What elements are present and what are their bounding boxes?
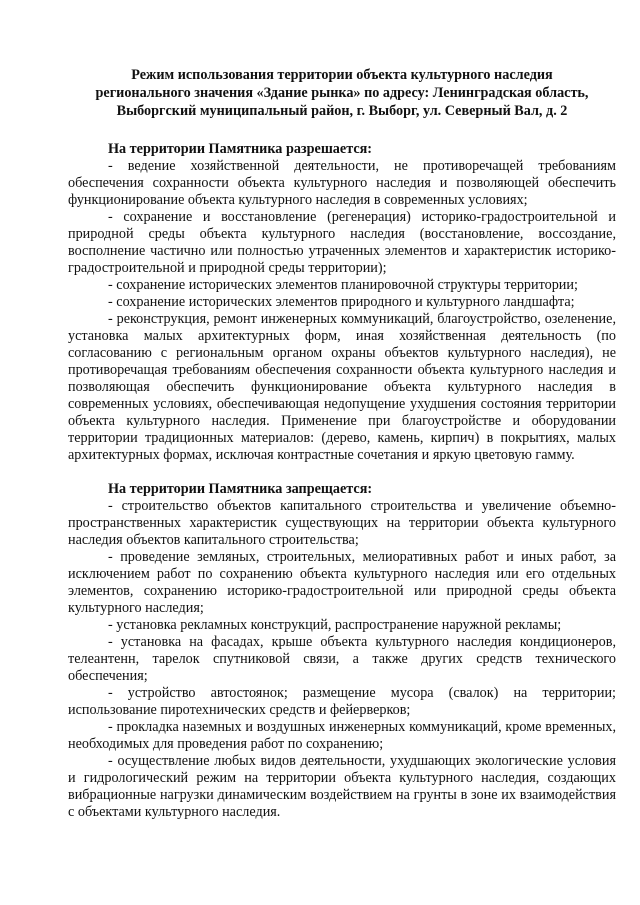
- document-title: [68, 66, 616, 120]
- prohibited-item: - прокладка наземных и воздушных инженерных коммуникаций, кроме временных, необходимых для проведения работ по сохранению;: [68, 719, 616, 752]
- allowed-item: - ведение хозяйственной деятельности, не противоречащей требованиям обеспечения сохранности объекта культурного наследия и позволяющей обеспечить функционирование объекта культурного наследия в современных условиях;: [68, 158, 616, 208]
- allowed-item: - сохранение и восстановление (регенерация) историко-градостроительной и природной среды объекта культурного наследия (восстановление, воссоздание, восполнение частично или полностью утраченных элементов и характеристик историко-градостроительной и природной среды территории);: [68, 209, 616, 276]
- prohibited-item: - проведение земляных, строительных, мелиоративных работ и иных работ, за исключением работ по сохранению объекта культурного наследия или его отдельных элементов, сохранению историко-градостроительной или природной среды объекта культурного наследия;: [68, 549, 616, 616]
- prohibited-item: - устройство автостоянок; размещение мусора (свалок) на территории; использование пиротехнических средств и фейерверков;: [68, 685, 616, 718]
- prohibited-heading: На территории Памятника запрещается:: [108, 481, 373, 497]
- allowed-item: - реконструкция, ремонт инженерных коммуникаций, благоустройство, озеленение, установка малых архитектурных форм, иная хозяйственная деятельность (по согласованию с региональным органом охраны объектов культурного наследия), не противоречащая требованиям обеспечения сохранности объекта культурного наследия и позволяющая обеспечить функционирование объекта культурного наследия в современных условиях, обеспечивающая недопущение ухудшения состояния территории объекта культурного наследия. Применение при благоустройстве и оборудовании территории традиционных материалов: (дерево, камень, кирпич) в покрытиях, малых архитектурных формах, исключая контрастные сочетания и яркую цветовую гамму.: [68, 311, 616, 463]
- prohibited-item: - установка на фасадах, крыше объекта культурного наследия кондиционеров, телеантенн, тарелок спутниковой связи, а также других средств технического обеспечения;: [68, 634, 616, 684]
- title-line-3: Выборгский муниципальный район, г. Выборг, ул. Северный Вал, д. 2: [116, 103, 568, 119]
- prohibited-item: - строительство объектов капитального строительства и увеличение объемно-пространственных характеристик существующих на территории объекта культурного наследия объектов капитального строительства;: [68, 498, 616, 548]
- allowed-heading: На территории Памятника разрешается:: [108, 141, 373, 157]
- allowed-section: [68, 140, 616, 464]
- title-line-1: Режим использования территории объекта культурного наследия: [131, 67, 553, 83]
- title-line-2: регионального значения «Здание рынка» по адресу: Ленинградская область,: [95, 85, 589, 101]
- prohibited-item: - установка рекламных конструкций, распространение наружной рекламы;: [108, 617, 562, 633]
- allowed-item: - сохранение исторических элементов природного и культурного ландшафта;: [108, 294, 575, 310]
- prohibited-item: - осуществление любых видов деятельности, ухудшающих экологические условия и гидрологический режим на территории объекта культурного наследия, создающих вибрационные нагрузки динамическим воздействием на грунты в зоне их взаимодействия с объектами культурного наследия.: [68, 753, 616, 820]
- allowed-item: - сохранение исторических элементов планировочной структуры территории;: [108, 277, 578, 293]
- document-page: [68, 66, 616, 821]
- prohibited-section: [68, 480, 616, 821]
- section-spacer: [68, 464, 616, 480]
